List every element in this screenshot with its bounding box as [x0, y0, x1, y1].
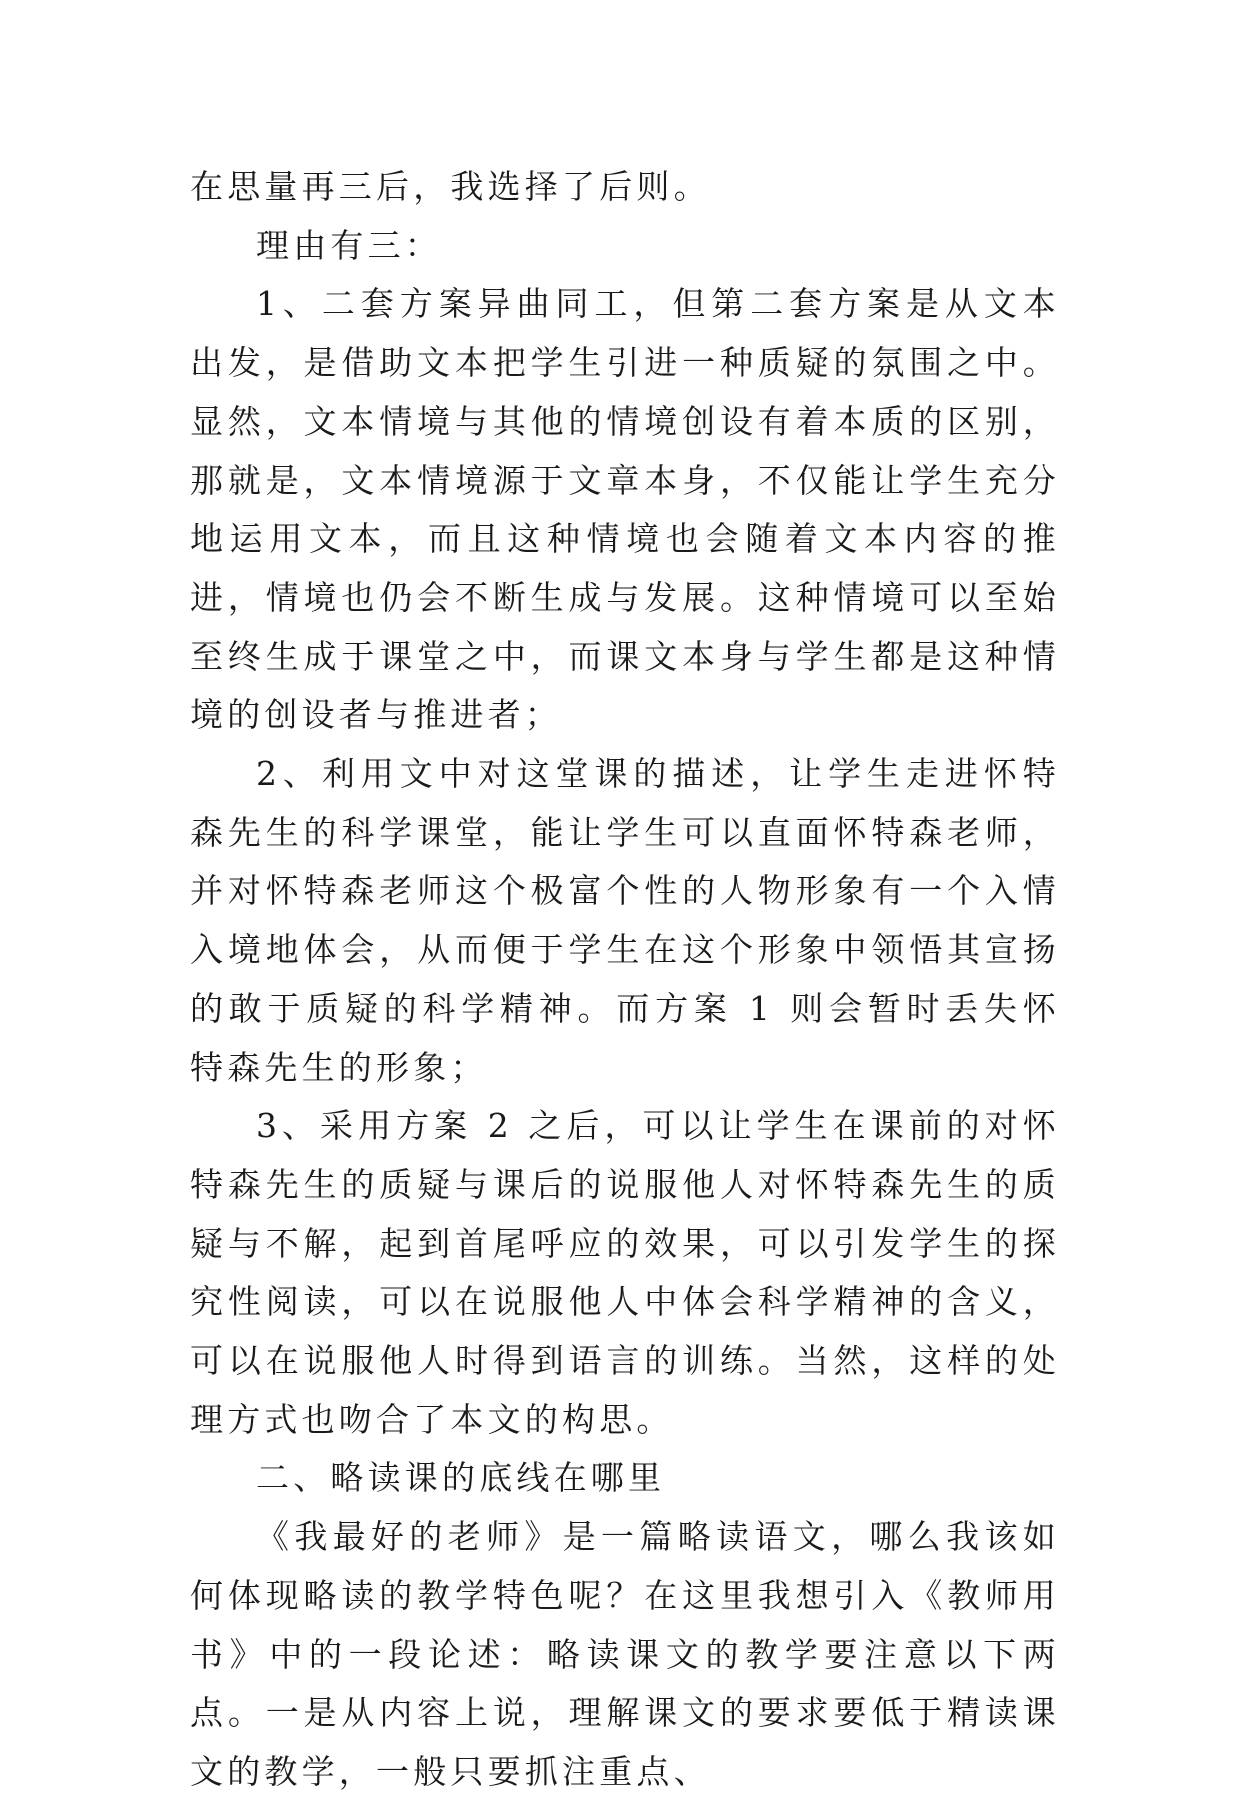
paragraph-reason-1: 1、二套方案异曲同工，但第二套方案是从文本出发，是借助文本把学生引进一种质疑的氛围之中。显然，文本情境与其他的情境创设有着本质的区别，那就是，文本情境源于文章本身，不仅能让学生充分地运用文本，而且这种情境也会随着文本内容的推进，情境也仍会不断生成与发展。这种情境可以至始至终生成于课堂之中，而课文本身与学生都是这种情境的创设者与推进者； [190, 284, 1060, 735]
paragraph-reason-2: 2、利用文中对这堂课的描述，让学生走进怀特森先生的科学课堂，能让学生可以直面怀特森老师，并对怀特森老师这个极富个性的人物形象有一个入情入境地体会，从而便于学生在这个形象中领悟其宣扬的敢于质疑的科学精神。而方案 1 则会暂时丢失怀特森先生的形象； [190, 754, 1060, 1087]
body-text [190, 158, 1060, 1802]
section-heading: 二、略读课的底线在哪里 [256, 1458, 666, 1498]
paragraph-reasons-intro: 理由有三： [256, 225, 442, 265]
paragraph-choice: 在思量再三后，我选择了后则。 [190, 167, 711, 206]
paragraph-skim-reading: 《我最好的老师》是一篇略读语文，哪么我该如何体现略读的教学特色呢？在这里我想引入《教师用书》中的一段论述：略读课文的教学要注意以下两点。一是从内容上说，理解课文的要求要低于精读课文的教学，一般只要抓注重点、 [190, 1517, 1060, 1791]
paragraph-reason-3: 3、采用方案 2 之后，可以让学生在课前的对怀特森先生的质疑与课后的说服他人对怀特森先生的质疑与不解，起到首尾呼应的效果，可以引发学生的探究性阅读，可以在说服他人中体会科学精神的含义，可以在说服他人时得到语言的训练。当然，这样的处理方式也吻合了本文的构思。 [190, 1106, 1060, 1439]
